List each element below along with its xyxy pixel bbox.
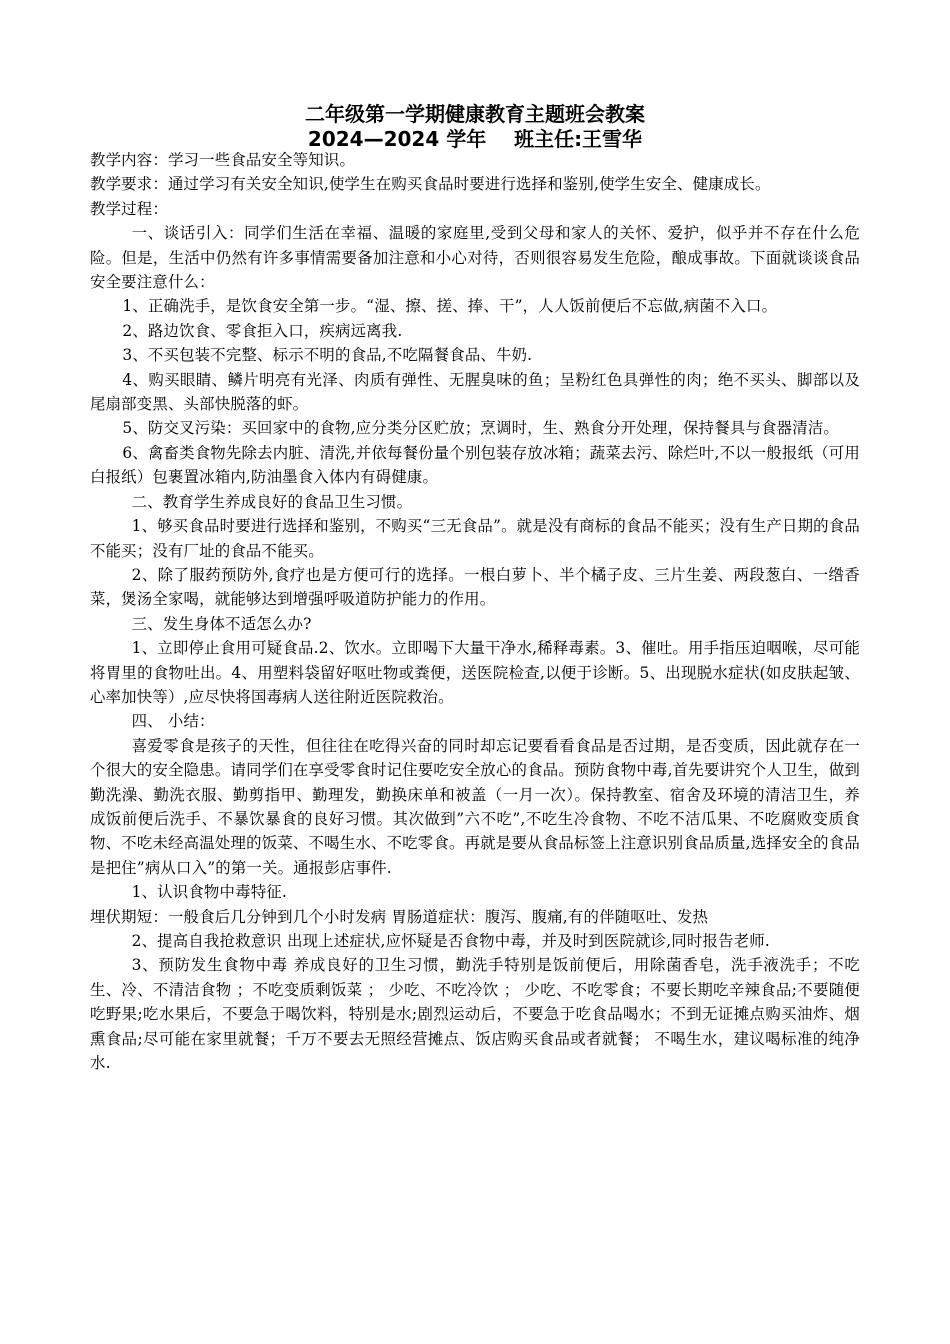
paragraph: 1、立即停止食用可疑食品.2、饮水。立即喝下大量干净水,稀释毒素。3、催吐。用手指压迫咽喉，尽可能将胃里的食物吐出。4、用塑料袋留好呕吐物或粪便，送医院检查,以便于诊断。5、出现脱水症状(如皮肤起皱、心率加快等）,应尽快将国毒病人送往附近医院救治。	[90, 639, 860, 706]
paragraph: 1、认识食物中毒特征.	[131, 883, 287, 902]
paragraph: 2、路边饮食、零食拒入口，疾病远离我.	[122, 321, 403, 340]
paragraph: 四、 小结：	[131, 712, 215, 731]
paragraph: 6、禽畜类食物先除去内脏、清洗,并依每餐份量个别包装存放冰箱；蔬菜去污、除烂叶,不以一般报纸（可用白报纸）包裹置冰箱内,防油墨食入体内有碍健康。	[90, 443, 860, 487]
paragraph: 一、谈话引入：同学们生活在幸福、温暖的家庭里,受到父母和家人的关怀、爱护，似乎并不存在什么危险。但是，生活中仍然有许多事情需要备加注意和小心对待，否则很容易发生危险，酿成事故。下面就谈谈食品安全要注意什么：	[90, 224, 860, 292]
paragraph: 4、购买眼睛、鳞片明亮有光泽、肉质有弹性、无腥臭味的鱼；呈粉红色具弹性的肉；绝不买头、脚部以及尾扇部变黑、头部快脱落的虾。	[90, 370, 860, 414]
paragraph: 教学内容：学习一些食品安全等知识。	[90, 151, 356, 169]
document-subtitle: 2024—2024 学年 班主任:王雪华	[307, 127, 643, 151]
paragraph: 教学过程：	[90, 199, 168, 218]
document-title: 二年级第一学期健康教育主题班会教案	[305, 102, 645, 126]
paragraph: 1、正确洗手，是饮食安全第一步。“湿、擦、搓、捧、干”，人人饭前便后不忘做,病菌不入口。	[122, 297, 778, 316]
paragraph: 2、除了服药预防外,食疗也是方便可行的选择。一根白萝卜、半个橘子皮、三片生姜、两段葱白、一绺香菜，煲汤全家喝，就能够达到增强呼吸道防护能力的作用。	[90, 565, 860, 609]
paragraph: 二、教育学生养成良好的食品卫生习惯。	[131, 492, 413, 511]
paragraph: 2、提高自我抢救意识 出现上述症状,应怀疑是否食物中毒，并及时到医院就诊,同时报告老师.	[131, 932, 770, 950]
paragraph: 三、发生身体不适怎么办?	[131, 614, 312, 633]
paragraph: 喜爱零食是孩子的天性，但往往在吃得兴奋的同时却忘记要看看食品是否过期，是否变质，因此就存在一个很大的安全隐患。请同学们在享受零食时记住要吃安全放心的食品。预防食物中毒,首先要讲究个人卫生，做到勤洗澡、勤洗衣服、勤剪指甲、勤理发，勤换床单和被盖（一月一次）。保持教室、宿舍及环境的清洁卫生，养成饭前便后洗手、不暴饮暴食的良好习惯。其次做到”六不吃”,不吃生冷食物、不吃不洁瓜果、不吃腐败变质食物、不吃未经高温处理的饭菜、不喝生水、不吃零食。再就是要从食品标签上注意识别食品质量,选择安全的食品是把住”病从口入”的第一关。通报彭店事件.	[90, 736, 860, 877]
paragraph: 3、不买包装不完整、标示不明的食品,不吃隔餐食品、牛奶.	[122, 346, 533, 365]
document-body	[90, 148, 860, 1075]
paragraph: 3、预防发生食物中毒 养成良好的卫生习惯，勤洗手特别是饭前便后，用除菌香皂，洗手液洗手；不吃生、冷、不清洁食物 ；不吃变质剩饭菜 ； 少吃、不吃冷饮 ； 少吃、不吃零食；不要长期吃辛辣食品;不要随便吃野果;吃水果后，不要急于喝饮料，特别是水;剧烈运动后，不要急于吃食品喝水；不到无证摊点购买油炸、烟熏食品;尽可能在家里就餐；千万不要去无照经营摊点、饭店购买食品或者就餐； 不喝生水，建议喝标准的纯净水.	[90, 956, 860, 1073]
paragraph: 1、够买食品时要进行选择和鉴别，不购买“三无食品”。就是没有商标的食品不能买；没有生产日期的食品不能买；没有厂址的食品不能买。	[90, 517, 860, 560]
paragraph: 5、防交叉污染：买回家中的食物,应分类分区贮放；烹调时，生、熟食分开处理，保持餐具与食器清洁。	[122, 419, 839, 438]
paragraph: 埋伏期短：一般食后几分钟到几个小时发病 胃肠道症状：腹泻、腹痛,有的伴随呕吐、发热	[90, 907, 709, 926]
paragraph: 教学要求：通过学习有关安全知识,使学生在购买食品时要进行选择和鉴别,使学生安全、健康成长。	[90, 175, 771, 194]
